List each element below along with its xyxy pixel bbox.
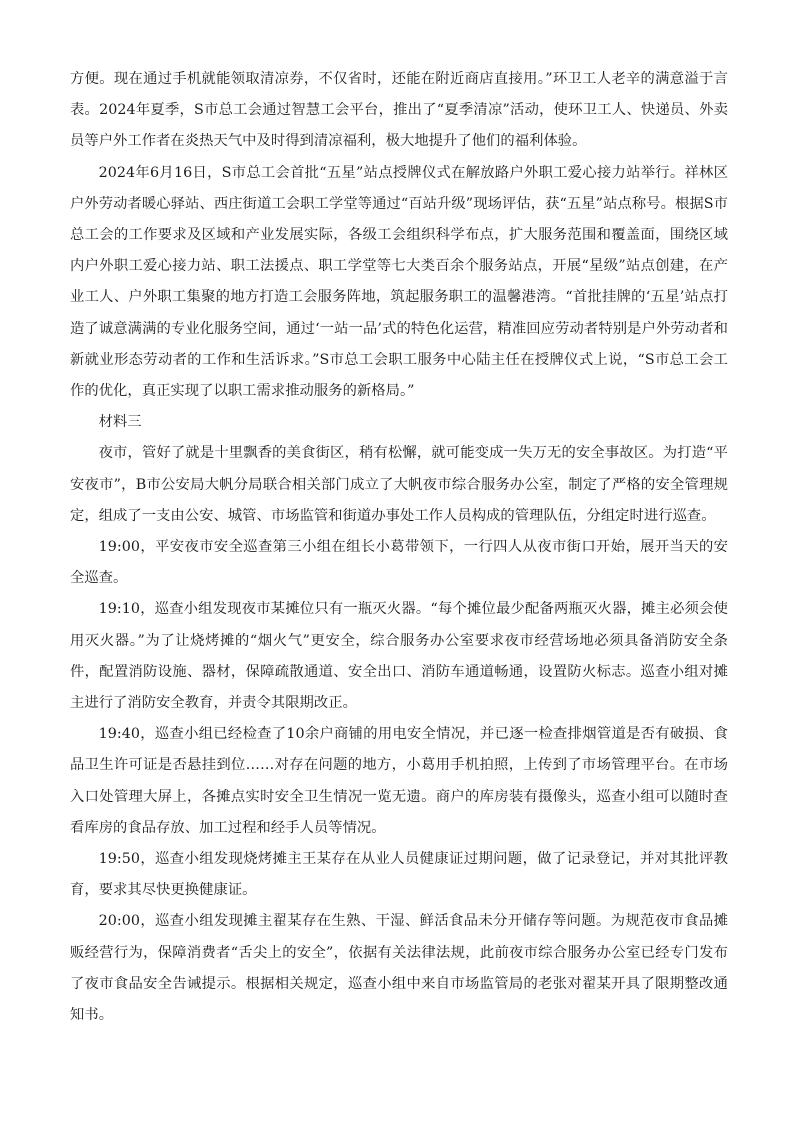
paragraph-7: 19:50，巡查小组发现烧烤摊主王某存在从业人员健康证过期问题，做了记录登记，并对其批评教育，要求其尽快更换健康证。 [70, 851, 728, 899]
paragraph-2: 2024年6月16日，S市总工会首批“五星”站点授牌仪式在解放路户外职工爱心接力站举行。祥林区户外劳动者暖心驿站、西庄街道工会职工学堂等通过“百站升级”现场评估，获“五星”站点称号。根据S市总工会的工作要求及区域和产业发展实际，各级工会组织科学布点，扩大服务范围和覆盖面，围绕区域内户外职工爱心接力站、职工法援点、职工学堂等七大类百余个服务站点，开展“星级”站点创建，在产业工人、户外职工集聚的地方打造工会服务阵地，筑起服务职工的温馨港湾。“首批挂牌的‘五星’站点打造了诚意满满的专业化服务空间，通过‘一站一品’式的特色化运营，精准回应劳动者特别是户外劳动者和新就业形态劳动者的工作和生活诉求。”S市总工会职工服务中心陆主任在授牌仪式上说，“S市总工会工作的优化，真正实现了以职工需求推动服务的新格局。” [70, 164, 728, 400]
paragraph-6: 19:40，巡查小组已经检查了10余户商铺的用电安全情况，并已逐一检查排烟管道是否有破损、食品卫生许可证是否悬挂到位……对存在问题的地方，小葛用手机拍照，上传到了市场管理平台。在市场入口处管理大屏上，各摊点实时安全卫生情况一览无遗。商户的库房装有摄像头，巡查小组可以随时查看库房的食品存放、加工过程和经手人员等情况。 [70, 726, 728, 836]
paragraph-8: 20:00，巡查小组发现摊主翟某存在生熟、干湿、鲜活食品未分开储存等问题。为规范夜市食品摊贩经营行为，保障消费者“舌尖上的安全”，依据有关法律法规，此前夜市综合服务办公室已经专门发布了夜市食品安全告诫提示。根据相关规定，巡查小组中来自市场监管局的老张对翟某开具了限期整改通知书。 [70, 913, 728, 1024]
paragraph-1: 方便。现在通过手机就能领取清凉券，不仅省时，还能在附近商店直接用。”环卫工人老辛的满意溢于言表。2024年夏季，S市总工会通过智慧工会平台，推出了“夏季清凉”活动，使环卫工人、快递员、外卖员等户外工作者在炎热天气中及时得到清凉福利，极大地提升了他们的福利体验。 [70, 71, 728, 150]
paragraph-5: 19:10，巡查小组发现夜市某摊位只有一瓶灭火器。“每个摊位最少配备两瓶灭火器，摊主必须会使用灭火器。”为了让烧烤摊的“烟火气”更安全，综合服务办公室要求夜市经营场地必须具备消防安全条件，配置消防设施、器材，保障疏散通道、安全出口、消防车通道畅通，设置防火标志。巡查小组对摊主进行了消防安全教育，并责令其限期改正。 [70, 601, 728, 712]
section-heading-material-3: 材料三 [98, 414, 142, 431]
document-body [70, 64, 728, 1031]
paragraph-3: 夜市，管好了就是十里飘香的美食街区，稍有松懈，就可能变成一失万无的安全事故区。为打造“平安夜市”，B市公安局大帆分局联合相关部门成立了大帆夜市综合服务办公室，制定了严格的安全管理规定，组成了一支由公安、城管、市场监管和街道办事处工作人员构成的管理队伍，分组定时进行巡查。 [70, 445, 728, 524]
paragraph-4: 19:00，平安夜市安全巡查第三小组在组长小葛带领下，一行四人从夜市街口开始，展开当天的安全巡查。 [70, 539, 728, 587]
